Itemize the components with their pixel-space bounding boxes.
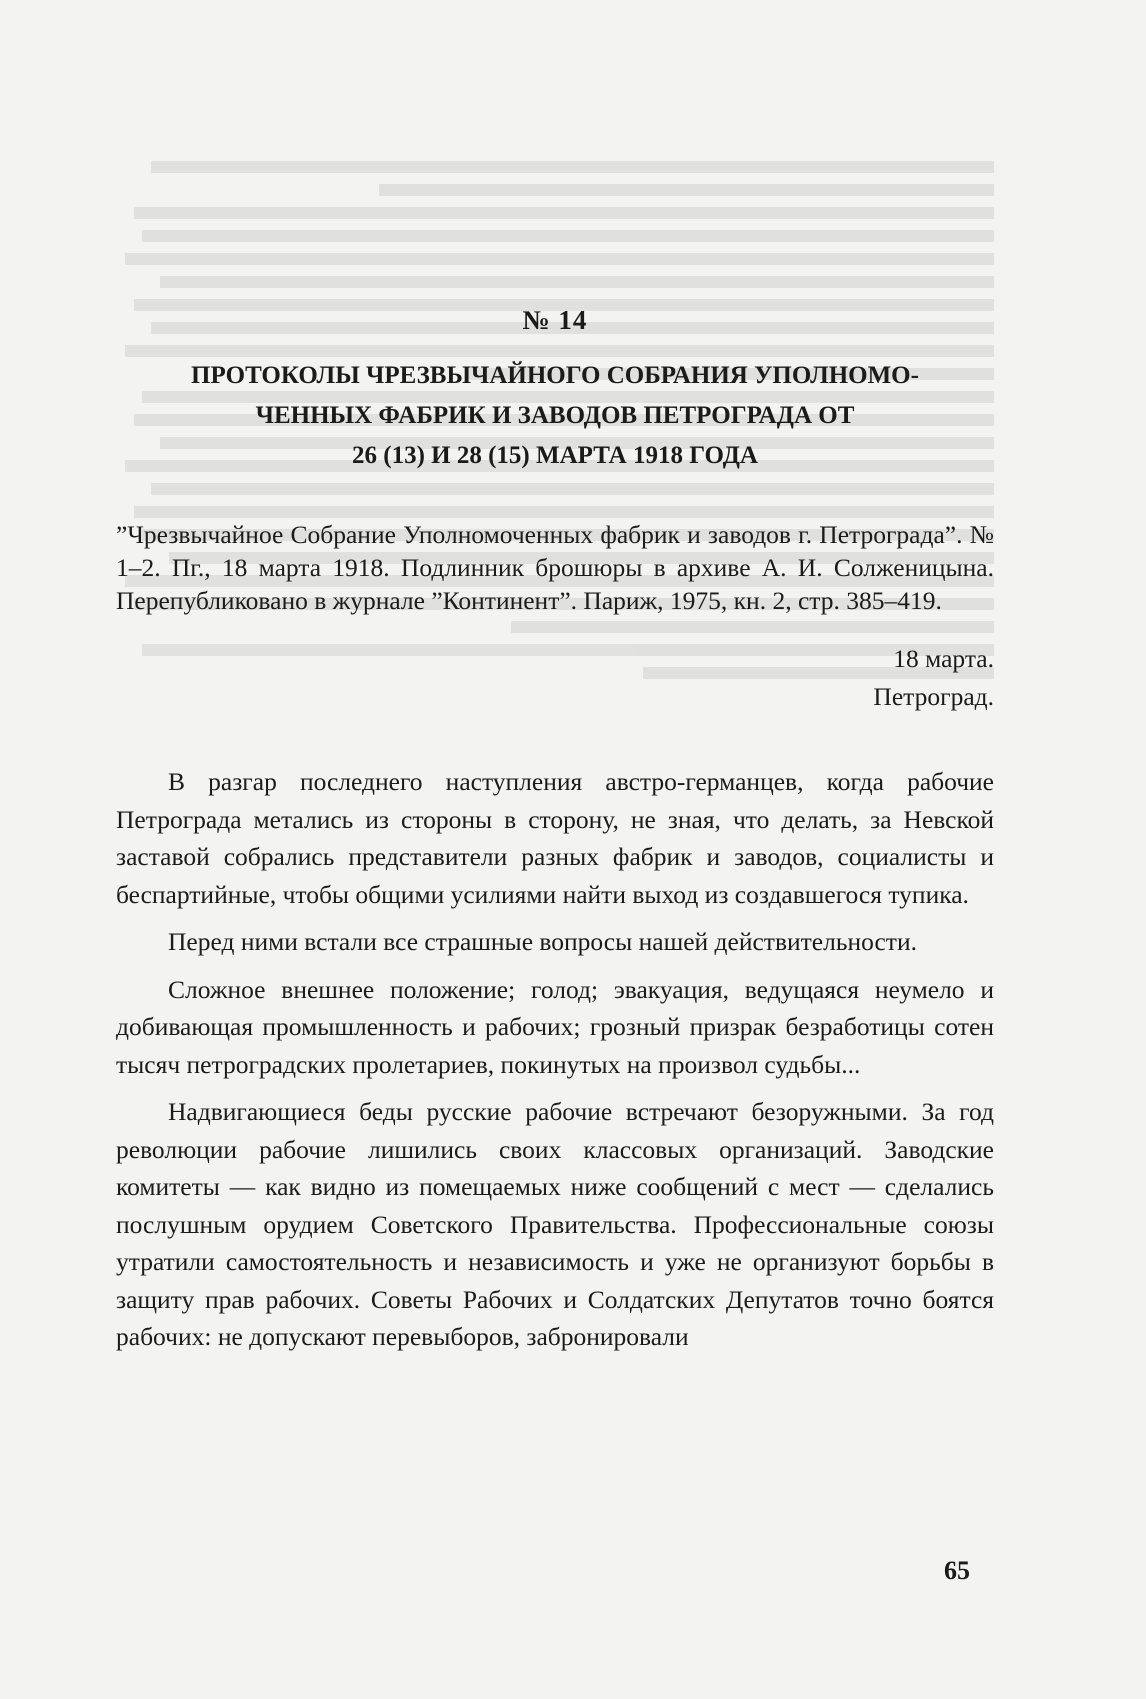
document-number: № 14: [522, 305, 588, 335]
paragraph: Сложное внешнее положение; голод; эвакуация, ведущаяся неумело и добивающая промышленность и рабочих; грозный призрак безработицы сотен тысяч петроградских пролетариев, покинутых на произвол судьбы...: [116, 974, 994, 1079]
dateline: [116, 640, 994, 716]
paragraph: Перед ними встали все страшные вопросы нашей действительности.: [168, 927, 917, 956]
title-line: ЧЕННЫХ ФАБРИК И ЗАВОДОВ ПЕТРОГРАДА ОТ: [255, 402, 855, 429]
source-note: [116, 518, 994, 617]
page-number: 65: [944, 1556, 970, 1585]
paragraph: В разгар последнего наступления австро-германцев, когда рабочие Петрограда метались из стороны в сторону, не зная, что делать, за Невской заставой собрались представители разных фабрик и заводов, социалисты и беспартийные, чтобы общими усилиями найти выход из создавшегося тупика.: [116, 767, 994, 909]
title-line: 26 (13) И 28 (15) МАРТА 1918 ГОДА: [352, 442, 758, 469]
source-note-text: ”Чрезвычайное Собрание Уполномоченных фабрик и заводов г. Петрограда”. № 1–2. Пг., 18 марта 1918. Подлинник брошюры в архиве А. И. Солженицына. Перепубликовано в журнале ”Континент”. Париж, 1975, кн. 2, стр. 385–419.: [116, 520, 994, 615]
paragraph: Надвигающиеся беды русские рабочие встречают безоружными. За год революции рабочие лишились своих классовых организаций. Заводские комитеты — как видно из помещаемых ниже сообщений с мест — сделались послушным орудием Советского Правительства. Профессиональные союзы утратили самостоятельность и независимость и уже не организуют борьбы в защиту прав рабочих. Советы Рабочих и Солдатских Депутатов точно боятся рабочих: не допускают перевыборов, забронировали: [116, 1097, 994, 1351]
body-text: [116, 763, 994, 1356]
page-content: [116, 300, 994, 1366]
place: Петроград.: [873, 682, 994, 711]
date: 18 марта.: [893, 644, 994, 673]
document-title: [116, 356, 994, 476]
title-line: ПРОТОКОЛЫ ЧРЕЗВЫЧАЙНОГО СОБРАНИЯ УПОЛНОМО-: [191, 362, 919, 389]
